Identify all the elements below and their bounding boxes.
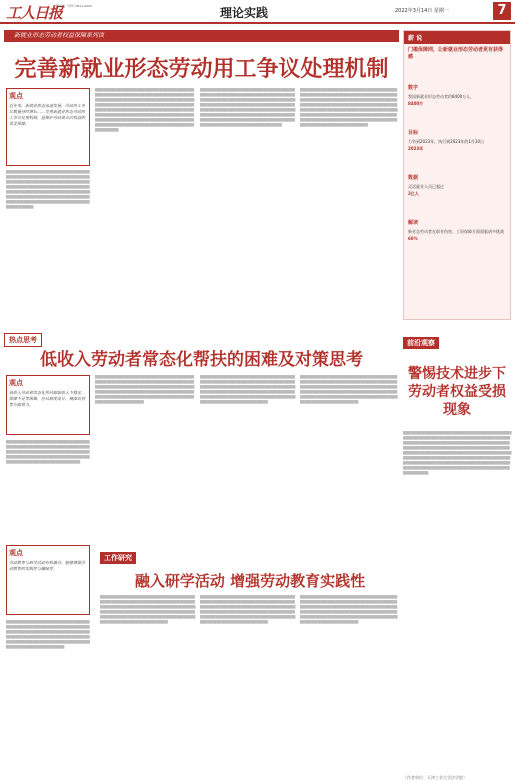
sidebar-item	[404, 217, 510, 242]
issue-date: 2022年3月14日 星期一	[395, 8, 449, 14]
sidebar-item-num: 60%	[408, 236, 418, 241]
viewpoint-text-1: 近年来，新就业形态迅速发展，劳动用工争议数量持续增长……完善新就业形态劳动用工争议处理机制，是维护劳动者合法权益的重要保障。	[9, 103, 85, 126]
sidebar-item	[404, 127, 510, 152]
article2-body-col1: ████ ███ ████ ███ ██████ ██ ████ ███ ████ ██ ████ ███ ████ ███ ██████ ██ ████ ███ ████ ██ ████ ███ ████ ███ ██████ ██ ████ ███ ████ ██ ████ ███ ████ ███ ██████ ██ ████ ███ ████ ██ ████ ███ ████ ███ ██████ ██ ████ ███ ████ ██ ████ ███ ████ ███ ██████ ██ ████ ███ ████ ██	[6, 440, 90, 464]
viewpoint-label: 观点	[9, 92, 23, 100]
article3-title: 融入研学活动 增强劳动教育实践性	[134, 572, 366, 590]
hot-label: 热点思考	[4, 333, 42, 347]
article-body-col2: ████ ███ ████ ███ ██████ ██ ████ ███ ████ ██ ████ ███ ████ ███ ██████ ██ ████ ███ ████ ██ ████ ███ ████ ███ ██████ ██ ████ ███ ████ ██ ████ ███ ████ ███ ██████ ██ ████ ███ ████ ██ ████ ███ ████ ███ ██████ ██ ████ ███ ████ ██ ████ ███ ████ ███ ██████ ██ ████ ███ ████ ██ ████ ███ ████ ███ ██████ ██ ████ ███ ████ ██ ████ ███ ████ ███ ██████ ██ ████ ███ ████ ██ ████ ███ ████ ███ ██████ ██ ████ ███ ████ ██ ████ ███ ████ ███ ██████ ██ ████ ███ ████ ██ ████ ███ ████ ███ ██████ ██ ████ ███ ████ ██ ████ ███ ████ ███ ██████ ██ ████ ███ ████ ██	[95, 88, 194, 132]
frontier-article	[403, 330, 511, 781]
viewpoint-box-2	[6, 375, 90, 435]
hot-section	[4, 327, 42, 347]
top-banner: 新就业形态劳动者权益保障系列谈	[4, 30, 399, 42]
frontier-body: ████ ███ ████ ███ ██████ ██ ████ ███ ████ ██ ████ ███ ████ ███ ██████ ██ ████ ███ ████ ██ ████ ███ ████ ███ ██████ ██ ████ ███ ████ ██ ████ ███ ████ ███ ██████ ██ ████ ███ ████ ██ ████ ███ ████ ███ ██████ ██ ████ ███ ████ ██ ████ ███ ████ ███ ██████ ██ ████ ███ ████ ██ ████ ███ ████ ███ ██████ ██ ████ ███ ████ ██ ████ ███ ████ ███ ██████ ██ ████ ███ ████ ██ ████ ███ ████ ███ ██████ ██ ████ ███ ████ ██ ████ ███ ████ ███ ██████ ██ ████ ███ ████ ██ ████ ███ ████ ███ ██████ ██ ████ ███ ████ ██ ████ ███ ████ ███ ██████ ██ ████ ███ ████ ██ ████ ███ ████ ███ ██████ ██ ████ ███ ████ ██	[403, 431, 512, 475]
article-body-col1: ████ ███ ████ ███ ██████ ██ ████ ███ ████ ██ ████ ███ ████ ███ ██████ ██ ████ ███ ████ ██ ████ ███ ████ ███ ██████ ██ ████ ███ ████ ██ ████ ███ ████ ███ ██████ ██ ████ ███ ████ ██ ████ ███ ████ ███ ██████ ██ ████ ███ ████ ██ ████ ███ ████ ███ ██████ ██ ████ ███ ████ ██ ████ ███ ████ ███ ██████ ██ ████ ███ ████ ██ ████ ███ ████ ███ ██████ ██ ████ ███ ████ ██ ████ ███ ████ ███ ██████ ██ ████ ███ ████ ██	[6, 170, 90, 209]
masthead	[0, 0, 515, 24]
viewpoint-box-3	[6, 545, 90, 615]
frontier-label: 前沿观察	[403, 337, 439, 349]
viewpoint-label: 观点	[9, 379, 23, 387]
article3-body-col2: ████ ███ ████ ███ ██████ ██ ████ ███ ████ ██ ████ ███ ████ ███ ██████ ██ ████ ███ ████ ██ ████ ███ ████ ███ ██████ ██ ████ ███ ████ ██ ████ ███ ████ ███ ██████ ██ ████ ███ ████ ██ ████ ███ ████ ███ ██████ ██ ████ ███ ████ ██ ████ ███ ████ ███ ██████ ██ ████ ███ ████ ██ ████ ███ ████ ███ ██████ ██ ████ ███ ████ ██ ████ ███ ████ ███ ██████ ██ ████ ███ ████ ██	[100, 595, 195, 624]
article2-body-col4: ████ ███ ████ ███ ██████ ██ ████ ███ ████ ██ ████ ███ ████ ███ ██████ ██ ████ ███ ████ ██ ████ ███ ████ ███ ██████ ██ ████ ███ ████ ██ ████ ███ ████ ███ ██████ ██ ████ ███ ████ ██ ████ ███ ████ ███ ██████ ██ ████ ███ ████ ██ ████ ███ ████ ███ ██████ ██ ████ ███ ████ ██ ████ ███ ████ ███ ██████ ██ ████ ███ ████ ██ ████ ███ ████ ███ ██████ ██ ████ ███ ████ ██	[300, 375, 398, 404]
article2-body-col3: ████ ███ ████ ███ ██████ ██ ████ ███ ████ ██ ████ ███ ████ ███ ██████ ██ ████ ███ ████ ██ ████ ███ ████ ███ ██████ ██ ████ ███ ████ ██ ████ ███ ████ ███ ██████ ██ ████ ███ ████ ██ ████ ███ ████ ███ ██████ ██ ████ ███ ████ ██ ████ ███ ████ ███ ██████ ██ ████ ███ ████ ██ ████ ███ ████ ███ ██████ ██ ████ ███ ████ ██ ████ ███ ████ ███ ██████ ██ ████ ███ ████ ██	[200, 375, 295, 404]
sidebar-box	[403, 30, 511, 320]
sidebar-item-head: 解读	[408, 220, 419, 226]
sidebar-title: 薪 说	[404, 31, 510, 44]
work-section	[100, 545, 136, 564]
viewpoint-text-2: 低收入劳动者常态化帮扶面临收入不稳定、保障不足等困难，应从制度设计、精准识别等方面着力。	[9, 390, 85, 407]
sidebar-item	[404, 172, 510, 197]
main-title: 完善新就业形态劳动用工争议处理机制	[14, 56, 389, 82]
article3-body-col3: ████ ███ ████ ███ ██████ ██ ████ ███ ████ ██ ████ ███ ████ ███ ██████ ██ ████ ███ ████ ██ ████ ███ ████ ███ ██████ ██ ████ ███ ████ ██ ████ ███ ████ ███ ██████ ██ ████ ███ ████ ██ ████ ███ ████ ███ ██████ ██ ████ ███ ████ ██ ████ ███ ████ ███ ██████ ██ ████ ███ ████ ██ ████ ███ ████ ███ ██████ ██ ████ ███ ████ ██ ████ ███ ████ ███ ██████ ██ ████ ███ ████ ██	[200, 595, 295, 624]
page-number: 7	[493, 2, 511, 20]
work-label: 工作研究	[100, 552, 136, 564]
sidebar-item-text: 新业态劳动者在职业伤害、工资保障方面面临诸多挑战	[408, 229, 504, 234]
sidebar-item-text: 灵活就业人员已超过	[408, 184, 444, 189]
viewpoint-text-3: 劳动教育与研学活动有机融合，能够增强劳动教育的实践性与趣味性。	[9, 560, 85, 571]
article-body-col3: ████ ███ ████ ███ ██████ ██ ████ ███ ████ ██ ████ ███ ████ ███ ██████ ██ ████ ███ ████ ██ ████ ███ ████ ███ ██████ ██ ████ ███ ████ ██ ████ ███ ████ ███ ██████ ██ ████ ███ ████ ██ ████ ███ ████ ███ ██████ ██ ████ ███ ████ ██ ████ ███ ████ ███ ██████ ██ ████ ███ ████ ██ ████ ███ ████ ███ ██████ ██ ████ ███ ████ ██ ████ ███ ████ ███ ██████ ██ ████ ███ ████ ██ ████ ███ ████ ███ ██████ ██ ████ ███ ████ ██ ████ ███ ████ ███ ██████ ██ ████ ███ ████ ██ ████ ███ ████ ███ ██████ ██ ████ ███ ████ ██	[200, 88, 295, 127]
frontier-footer: （作者单位：天津工业大学法学院）	[403, 775, 467, 780]
sidebar-item-head: 目标	[408, 130, 419, 136]
article-body-col4: ████ ███ ████ ███ ██████ ██ ████ ███ ████ ██ ████ ███ ████ ███ ██████ ██ ████ ███ ████ ██ ████ ███ ████ ███ ██████ ██ ████ ███ ████ ██ ████ ███ ████ ███ ██████ ██ ████ ███ ████ ██ ████ ███ ████ ███ ██████ ██ ████ ███ ████ ██ ████ ███ ████ ███ ██████ ██ ████ ███ ████ ██ ████ ███ ████ ███ ██████ ██ ████ ███ ████ ██ ████ ███ ████ ███ ██████ ██ ████ ███ ████ ██ ████ ███ ████ ███ ██████ ██ ████ ███ ████ ██ ████ ███ ████ ███ ██████ ██ ████ ███ ████ ██ ████ ███ ████ ███ ██████ ██ ████ ███ ████ ██	[300, 88, 398, 127]
frontier-title: 警惕技术进步下劳动者权益受损现象	[408, 366, 506, 418]
article2-title: 低收入劳动者常态化帮扶的困难及对策思考	[40, 350, 363, 370]
newspaper-logo: 工人日报	[6, 4, 63, 22]
sidebar-item-num: 2亿人	[408, 191, 419, 196]
sidebar-item-num: 2023年	[408, 146, 424, 151]
article2-body-col2: ████ ███ ████ ███ ██████ ██ ████ ███ ████ ██ ████ ███ ████ ███ ██████ ██ ████ ███ ████ ██ ████ ███ ████ ███ ██████ ██ ████ ███ ████ ██ ████ ███ ████ ███ ██████ ██ ████ ███ ████ ██ ████ ███ ████ ███ ██████ ██ ████ ███ ████ ██ ████ ███ ████ ███ ██████ ██ ████ ███ ████ ██ ████ ███ ████ ███ ██████ ██ ████ ███ ████ ██ ████ ███ ████ ███ ██████ ██ ████ ███ ████ ██	[95, 375, 194, 404]
sidebar-item-head: 数据	[408, 175, 419, 181]
masthead-mini-text: 国内统一刊号 CN11-0005	[56, 4, 92, 8]
article3-body-col1: ████ ███ ████ ███ ██████ ██ ████ ███ ████ ██ ████ ███ ████ ███ ██████ ██ ████ ███ ████ ██ ████ ███ ████ ███ ██████ ██ ████ ███ ████ ██ ████ ███ ████ ███ ██████ ██ ████ ███ ████ ██ ████ ███ ████ ███ ██████ ██ ████ ███ ████ ██ ████ ███ ████ ███ ██████ ██ ████ ███ ████ ██ ████ ███ ████ ███ ██████ ██ ████ ███ ████ ██	[6, 620, 90, 649]
section-title: 理论实践	[220, 6, 269, 20]
sidebar-headline: 门槛保障网，让新就业形态劳动者更有获得感	[408, 47, 504, 60]
viewpoint-box-1	[6, 88, 90, 166]
viewpoint-label: 观点	[9, 549, 23, 557]
sidebar-item-num: 8400万	[408, 101, 424, 106]
sidebar-item-text: 我国新就业形态劳动者约8400万人，	[408, 94, 475, 99]
sidebar-item	[404, 82, 510, 107]
sidebar-item-text: 力争到2023年，执行到2023年的1月30日	[408, 139, 484, 144]
article3-body-col4: ████ ███ ████ ███ ██████ ██ ████ ███ ████ ██ ████ ███ ████ ███ ██████ ██ ████ ███ ████ ██ ████ ███ ████ ███ ██████ ██ ████ ███ ████ ██ ████ ███ ████ ███ ██████ ██ ████ ███ ████ ██ ████ ███ ████ ███ ██████ ██ ████ ███ ████ ██ ████ ███ ████ ███ ██████ ██ ████ ███ ████ ██ ████ ███ ████ ███ ██████ ██ ████ ███ ████ ██ ████ ███ ████ ███ ██████ ██ ████ ███ ████ ██	[300, 595, 398, 624]
sidebar-item-head: 数字	[408, 85, 419, 91]
